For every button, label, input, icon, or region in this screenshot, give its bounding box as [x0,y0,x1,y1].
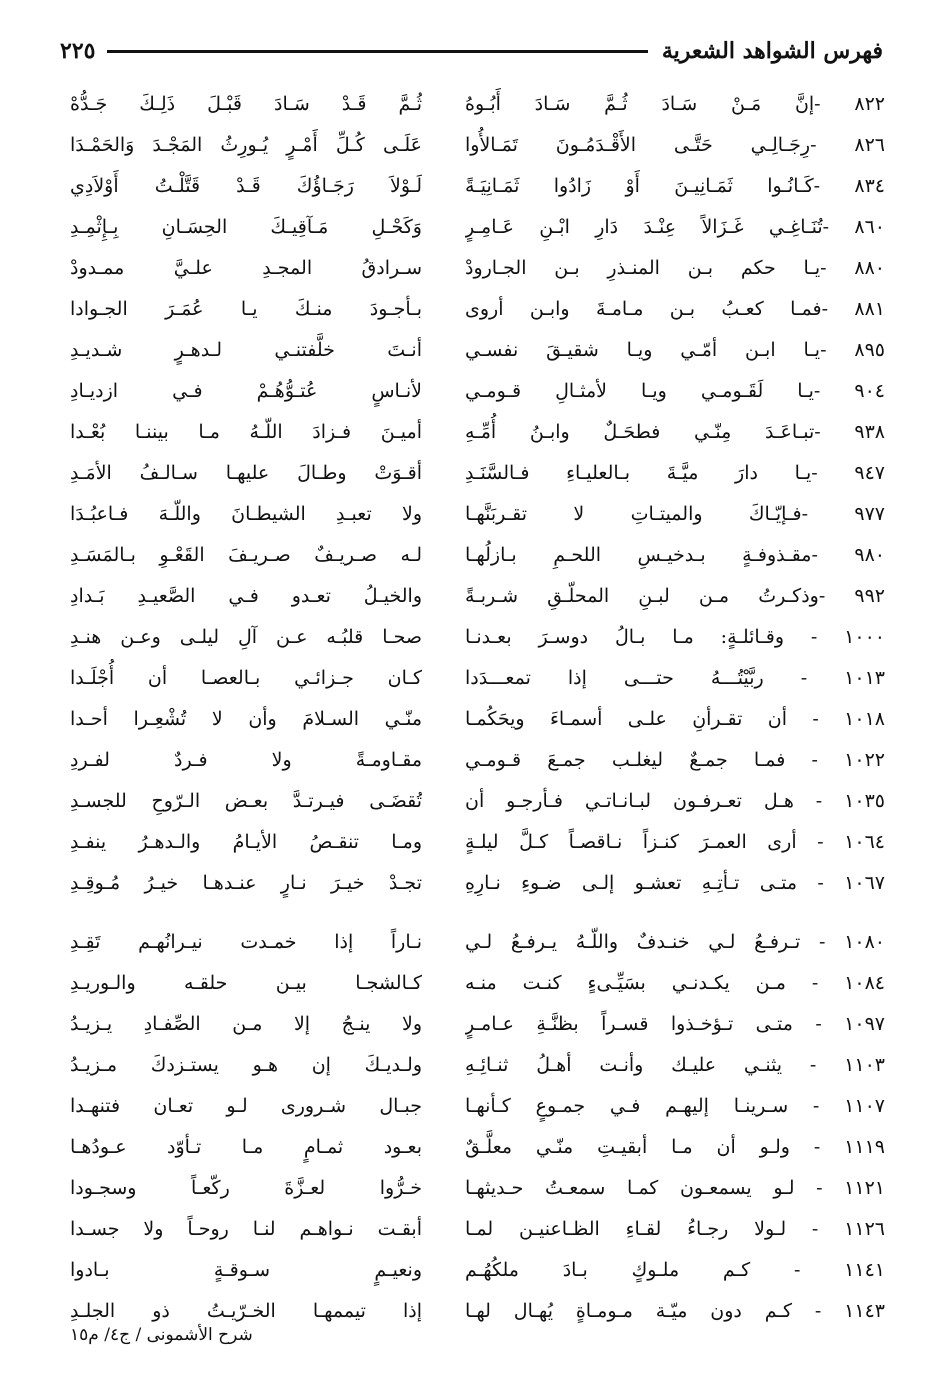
verse-line: أقـوَتْ وطـالَ عليهـا سـالـفُ الأمَـدِ [70,462,422,484]
verse-line: ٨٩٥ -يـا ابـن أمّـي ويـا شقيـقَ نفسـي [465,339,885,361]
page-footer [70,1325,370,1345]
verse-line: ١٠٦٧ - متـى تـأتِـهِ تعشـو إلـى ضـوءِ نـارِهِ [465,872,885,894]
verse-line: ولـديـكَ إن هـو يستـزدكَ مـزيـدُ [70,1054,422,1076]
page-number: ٢٢٥ [60,38,96,64]
verse-line: ٩٠٤ -يـا لَقَـومـي ويـا لأمثـالِ قـومـي [465,380,885,402]
verse-line: بعـود ثمـامٍ مـا تـأوّد عـودُهـا [70,1136,422,1158]
second-hemistich-column [70,84,422,1332]
page-header [60,34,883,68]
verse-line: أنـتَ خلَّفتنـي لـدهـرٍ شـديـدِ [70,339,422,361]
verse-line: ١٠٢٢ - فمـا جمـعٌ ليغلـب جمـعَ قـومـي [465,749,885,771]
verse-line: أميـنَ فـزادَ اللّـهُ مـا بيننـا بُعْـدا [70,421,422,443]
verse-line: ثُـمَّ قَـدْ سَـادَ قَبْـلَ ذَلِـكَ جَـدُّهْ [70,93,422,115]
verse-line: وَكَحْـلِ مَـآقِيـكَ الحِسَـانِ بِـإِثْمِـدِ [70,216,422,238]
verse-line: ٨٣٤ -كَـانُـوا ثَمَـانِيـنَ أَوْ زَادُوا ثَمَـانِيَـةً [465,175,885,197]
verse-line: ١٠١٣ - ربَّيْتُـــهُ حتـــى إذا تمعـــدَدا [465,667,885,689]
verse-line: ١٠٠٠ - وقـائلـةٍ: مـا بـالُ دوسـرَ بعـدنـا [465,626,885,648]
verse-line: تجـدْ خيـرَ نـارٍ عنـدهـا خيـرُ مُـوقِـدِ [70,872,422,894]
verse-line: ٩٣٨ -تبـاعَـدَ مِنّـي فطحَـلٌ وابـنُ أُمِّـهِ [465,421,885,443]
verse-line: كـالشجـا بيـن حلقـه والـوريـدِ [70,972,422,994]
first-hemistich-column [465,84,885,1332]
verse-line: ١٠٦٤ - أرى العمـرَ كنـزاً نـاقصـاً كـلَّ ليلـةٍ [465,831,885,853]
verse-line: كـان جـزائـي بـالعصـا أن أُجْلَـدا [70,667,422,689]
section-gap [70,904,422,922]
verse-line: والخيـلُ تعـدو فـي الصَّعيـدِ بَـدادِ [70,585,422,607]
verse-line: سـرادقُ المجـدِ علـيَّ ممـدودْ [70,257,422,279]
verse-line: ١٠٨٠ - تـرفـعُ لـي خنـدفٌ واللّـهُ يـرفـعُ لـي [465,931,885,953]
verse-line: ١١١٩ - ولـو أن مـا أبقيـتِ منّـي معلَّـقٌ [465,1136,885,1158]
verse-line: صحـا قلبُـه عـن آلِ ليلـى وعـن هنـدِ [70,626,422,648]
section-gap [465,904,885,922]
verse-line: ١١٤٣ - كـم دون ميّـة مـومـاةٍ يُهـال لهـا [465,1300,885,1322]
verse-line: ١١٢١ - لـو يسمعـون كمـا سمعـتُ حـديثهـا [465,1177,885,1199]
verse-line: ولا تعبـدِ الشيطـانَ واللّـهَ فـاعبُـدَا [70,503,422,525]
verse-line: مقـاومـةً ولا فـردٌ لفـردِ [70,749,422,771]
verse-line: لأنـاسٍ عُتـوُّهُـمْ فـي ازديـادِ [70,380,422,402]
verse-line: منّـي السـلامَ وأن لا تُشْعِـرا أحـدا [70,708,422,730]
running-title: فهرس الشواهد الشعرية [661,38,883,64]
verse-line: ٩٩٢ -وذكـرتُ مـن لبـنِ المحلّـقِ شـربـةً [465,585,885,607]
verse-line: جبـال شـرورى لـو تعـان فتنهـدا [70,1095,422,1117]
verse-line: ٨٢٦ -رِجَـالِـي حَتَّـى الأَقْـدَمُـونَ تَمَـالأُوا [465,134,885,156]
verse-line: تُقضَـى فيـرتـدَّ بعـض الـرّوحِ للجسـدِ [70,790,422,812]
verse-line: إذا تيممهـا الخـرّيـتُ ذو الجلـدِ [70,1300,422,1322]
verse-line: ١٠٩٧ - متـى تـؤخـذوا قسـراً بظنَّـةِ عـامـرٍ [465,1013,885,1035]
verse-line: ١١٠٧ - سـرينـا إليهـم فـي جمـوعٍ كـأنهـا [465,1095,885,1117]
verse-line: ١٠١٨ - أن تقـرأنِ علـى أسمـاءَ ويحَكُمـا [465,708,885,730]
verse-line: ٨٨١ -فمـا كعـبُ بـن مـامـةَ وابـن أروى [465,298,885,320]
verse-line: ولا ينـجُ إلا مـن الصِّفـادِ يـزيـدُ [70,1013,422,1035]
verse-line: نـاراً إذا خمـدت نيـرانُهـم تَقِـدِ [70,931,422,953]
verse-line: ١١٤١ - كـم ملـوكٍ بـادَ ملكُهُـم [465,1259,885,1281]
verse-line: ٨٨٠ -يـا حكم بـن المنـذرِ بـن الجـارودْ [465,257,885,279]
verse-line: ٩٨٠ -مقـذوفـةٍ بـدخيـسِ اللحـمِ بـازلُهـا [465,544,885,566]
verse-line: ٨٢٢ -إنَّ مَـنْ سَـادَ ثُـمَّ سَـادَ أَبُـوهُ [465,93,885,115]
verse-line: خـرُّوا لعـزَّةَ ركّعـاً وسجـودا [70,1177,422,1199]
verse-line: ومـا تنقـصُ الأيـامُ والـدهـرُ ينفـدِ [70,831,422,853]
verse-line: ١٠٨٤ - مـن يكـدنـي بسَيِّـىءٍ كنـت منـه [465,972,885,994]
verse-line: لَـوْلاَ رَجَـاؤُكَ قَـدْ قَتَّلْـتُ أَوْلاَدِي [70,175,422,197]
verse-line: ١١٢٦ - لـولا رجـاءُ لقـاءِ الظـاعنيـن لمـا [465,1218,885,1240]
verse-line: ١٠٣٥ - هـل تعـرفـون لبـانـاتـي فـأرجـو أن [465,790,885,812]
verse-line: عَلَـى كُـلِّ أَمْـرٍ يُـورِثُ المَجْـدَ وَالحَمْـدَا [70,134,422,156]
verse-line: ١١٠٣ - يثنـي عليـك وأنـت أهـلُ ثنـائِـهِ [465,1054,885,1076]
verse-line: ونعيـمٍ سـوقـةٍ بـادوا [70,1259,422,1281]
verse-line: بـأجـودَ منـكَ يـا عُمَـرَ الجـوادا [70,298,422,320]
header-rule [107,50,647,53]
footer-signature: شرح الأشمونى / ج٤/ م١٥ [70,1325,253,1345]
verse-line: ٨٦٠ -تُنَـاغِـي غَـزَالاً عِنْـدَ دَارِ ابْـنِ عَـامِـرٍ [465,216,885,238]
verse-line: ٩٤٧ -يـا دارَ ميَّـةَ بـالعليـاءِ فـالسَّنَـدِ [465,462,885,484]
verse-line: أبقـت نـواهـم لنـا روحـاً ولا جسـدا [70,1218,422,1240]
verse-line: ٩٧٧ -فـإيّـاكَ والميتـاتِ لا تقـربَنَّهـا [465,503,885,525]
verse-line: لـه صـريـفٌ صـريـفَ القَعْـوِ بـالمَسَـدِ [70,544,422,566]
